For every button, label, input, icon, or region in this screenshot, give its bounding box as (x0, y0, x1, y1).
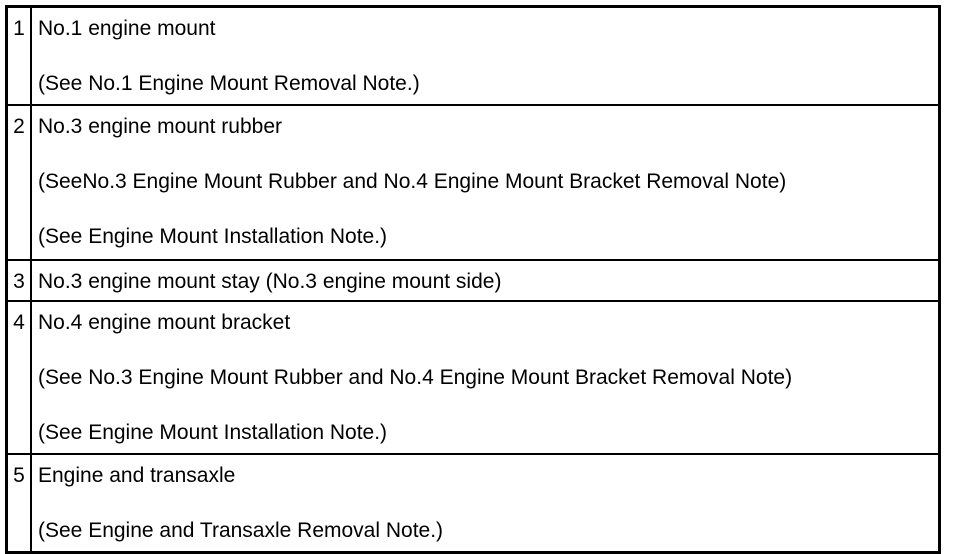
item-number: 4 (8, 302, 32, 453)
item-note: (SeeNo.3 Engine Mount Rubber and No.4 Engine Mount Bracket Removal Note) (38, 170, 787, 193)
item-note: (See Engine Mount Installation Note.) (38, 421, 388, 444)
item-number: 2 (8, 106, 32, 259)
table-row (8, 8, 938, 104)
item-name: No.4 engine mount bracket (38, 311, 291, 334)
table-row (8, 104, 938, 259)
item-description (32, 106, 938, 259)
item-number: 3 (8, 261, 32, 300)
item-number: 5 (8, 455, 32, 551)
item-name: No.3 engine mount stay (No.3 engine mount side) (38, 270, 502, 293)
table-row (8, 300, 938, 453)
item-description (32, 8, 938, 104)
item-note: (See No.1 Engine Mount Removal Note.) (38, 72, 420, 95)
item-note: (See Engine and Transaxle Removal Note.) (38, 519, 444, 542)
parts-table (5, 5, 941, 554)
item-description (32, 261, 938, 300)
item-name: Engine and transaxle (38, 464, 236, 487)
item-description (32, 302, 938, 453)
table-row (8, 453, 938, 551)
item-description (32, 455, 938, 551)
item-note: (See Engine Mount Installation Note.) (38, 225, 388, 248)
item-number: 1 (8, 8, 32, 104)
item-note: (See No.3 Engine Mount Rubber and No.4 Engine Mount Bracket Removal Note) (38, 366, 793, 389)
item-name: No.1 engine mount (38, 17, 216, 40)
table-row (8, 259, 938, 300)
item-name: No.3 engine mount rubber (38, 115, 282, 138)
